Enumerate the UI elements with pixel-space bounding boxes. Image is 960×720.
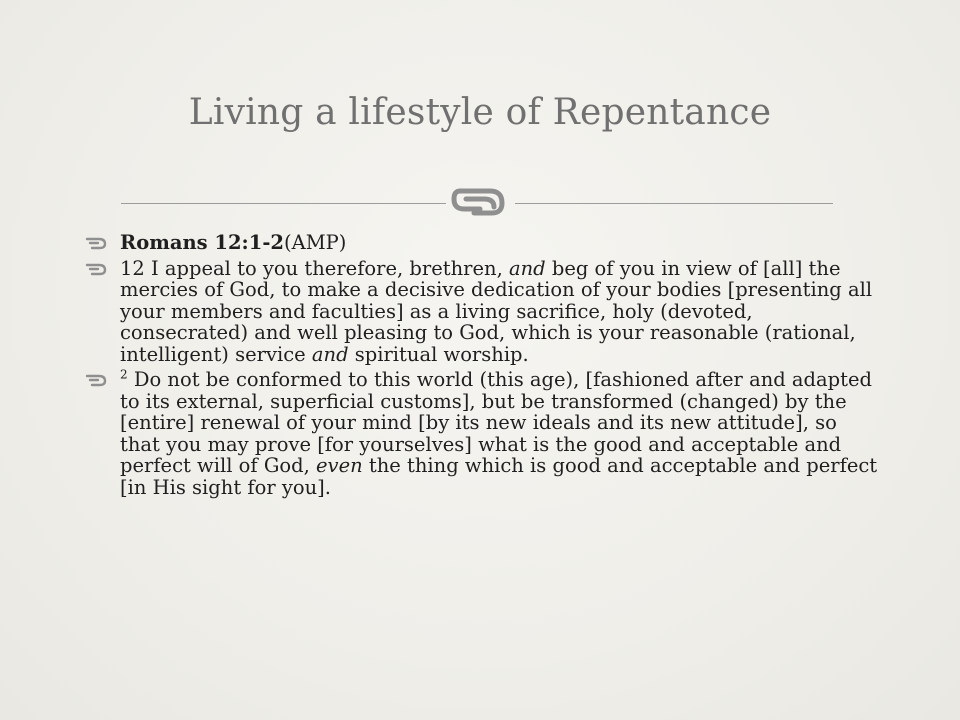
verse-2-text-2: the thing which is good and acceptable and perfect [in His sight for you].	[120, 454, 878, 499]
verse-12-text-3: spiritual worship.	[348, 342, 529, 366]
slide-body	[84, 232, 879, 502]
title-divider-right	[515, 203, 833, 204]
verse-2-number: 2	[120, 367, 128, 382]
slide-title: Living a lifestyle of Repentance	[188, 92, 772, 133]
curl-fleuron-icon	[84, 372, 108, 388]
verse-2-italic-even: even	[316, 454, 363, 477]
curl-fleuron-icon	[84, 235, 108, 251]
verse-12-italic-and-2: and	[311, 342, 349, 366]
verse-12-text-2: beg of you in view of [all] the mercies of God, to make a decisive dedication of your bodies [presenting all your members and faculties] as a living sacrifice, holy (devoted, consecrated) and well pleasing to God, which is your reasonable (rational, intelligent) service	[120, 256, 873, 366]
interlocking-loops-icon	[450, 181, 512, 223]
verse-12-text-1: 12 I appeal to you therefore, brethren,	[120, 256, 509, 280]
curl-fleuron-icon	[84, 261, 108, 277]
title-divider-left	[121, 203, 446, 204]
verse-2-text-1: Do not be conformed to this world (this age), [fashioned after and adapted to its external, superficial customs], but be transformed (changed) by the [entire] renewal of your mind [by its new ideals and its new attitude], so that you may prove [for yourselves] what is the good and acceptable and perfect will of God,	[120, 368, 873, 477]
scripture-version: (AMP)	[284, 231, 347, 254]
bullet-verse-12	[84, 258, 879, 366]
scripture-reference: Romans 12:1-2	[120, 231, 284, 254]
bullet-reference	[84, 232, 879, 254]
bullet-verse-2	[84, 369, 879, 498]
verse-12-italic-and-1: and	[508, 256, 546, 280]
